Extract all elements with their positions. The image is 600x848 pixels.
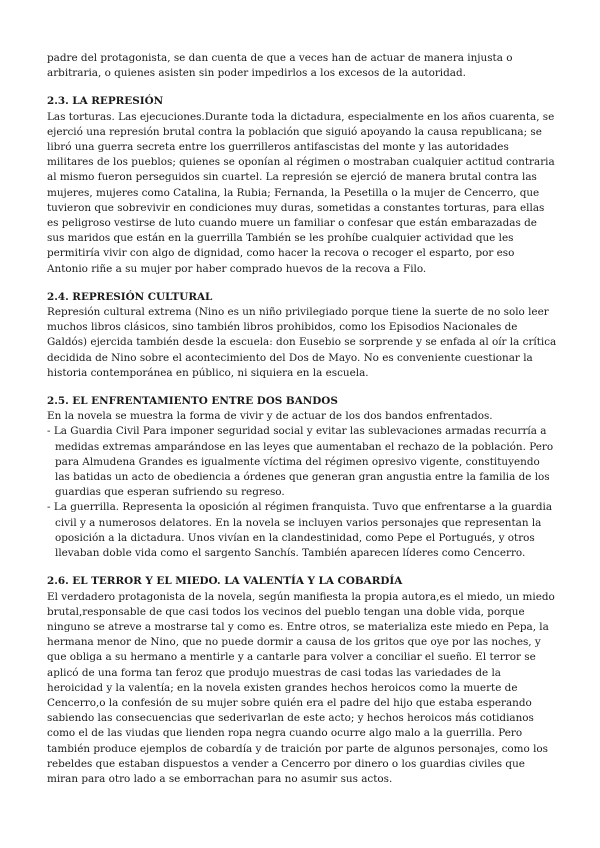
list-item: - La guerrilla. Representa la oposición al régimen franquista. Tuvo que enfrentarse a la guardia civil y a numerosos delatores. En la novela se incluyen varios personajes que representan la oposición a la dictadura. Unos vivían en la clandestinidad, como Pepe el Portugués, y otros llevaban doble vida como el sargento Sanchís. También aparecen líderes como Cencerro. bbox=[47, 501, 553, 560]
bandos-list bbox=[47, 424, 557, 561]
section-body: Las torturas. Las ejecuciones.Durante toda la dictadura, especialmente en los años cuarenta, se ejerció una represión brutal contra la población que siguió apoyando la causa republicana; se libró una guerra secreta entre los guerrilleros antifascistas del monte y las autoridades militares de los pueblos; quienes se oponían al régimen o mostraban cualquier actitud contraria al mismo fueron perseguidos sin cuartel. La represión se ejerció de manera brutal contra las mujeres, mujeres como Catalina, la Rubia; Fernanda, la Pesetilla o la mujer de Cencerro, que tuvieron que sobrevivir en condiciones muy duras, sometidas a constantes torturas, para ellas es peligroso vestirse de luto cuando muere un familiar o confesar que están embarazadas de sus maridos que están en la guerrilla También se les prohíbe cualquier actividad que les permitiría vivir con algo de dignidad, como hacer la recova o recoger el esparto, por eso Antonio riñe a su mujer por haber comprado huevos de la recova a Filo. bbox=[47, 110, 555, 275]
section-represion-cultural bbox=[47, 290, 557, 381]
intro-section bbox=[47, 51, 557, 81]
section-body: Represión cultural extrema (Nino es un niño privilegiado porque tiene la suerte de no solo leer muchos libros clásicos, sino también libros prohibidos, como los Episodios Nacionales de Galdós) ejercida también desde la escuela: don Eusebio se sorprende y se enfada al oír la crítica decidida de Nino sobre el acontecimiento del Dos de Mayo. No es conveniente cuestionar la historia contemporánea en público, ni siquiera en la escuela. bbox=[47, 306, 557, 379]
document-page bbox=[47, 51, 557, 800]
section-represion bbox=[47, 94, 557, 276]
section-terror-miedo bbox=[47, 574, 557, 787]
section-heading: 2.3. LA REPRESIÓN bbox=[47, 95, 164, 108]
section-body: El verdadero protagonista de la novela, según manifiesta la propia autora,es el miedo, un miedo brutal,responsable de que casi todos los vecinos del pueblo tengan una doble vida, porque ninguno se atreve a mostrarse tal y como es. Entre otros, se materializa este miedo en Pepa, la hermana menor de Nino, que no puede dormir a causa de los gritos que oye por las noches, y que obliga a su hermano a mentirle y a cantarle para volver a conciliar el sueño. El terror se aplicó de una forma tan feroz que produjo muestras de casi todas las variedades de la heroicidad y la valentía; en la novela existen grandes hechos heroicos como la muerte de Cencerro,o la confesión de su mujer sobre quién era el padre del hijo que estaba esperando sabiendo las consecuencias que sederivarlan de este acto; y hechos heroicos más cotidianos como el de las viudas que lienden ropa negra cuando ocurre algo malo a la guerrilla. Pero también produce ejemplos de cobardía y de traición por parte de algunos personajes, como los rebeldes que estaban dispuestos a vender a Cencerro por dinero o los guardias civiles que miran para otro lado a se emborrachan para no asumir sus actos. bbox=[47, 590, 555, 785]
section-enfrentamiento bbox=[47, 394, 557, 561]
section-body: En la novela se muestra la forma de vivir y de actuar de los dos bandos enfrentados. bbox=[47, 410, 493, 423]
intro-paragraph: padre del protagonista, se dan cuenta de que a veces han de actuar de manera injusta o arbitraria, o quienes asisten sin poder impedirlos a los excesos de la autoridad. bbox=[47, 52, 513, 80]
section-heading: 2.4. REPRESIÓN CULTURAL bbox=[47, 290, 213, 303]
list-item: - La Guardia Civil Para imponer seguridad social y evitar las sublevaciones armadas recurría a medidas extremas amparándose en las leyes que aumentaban el rechazo de la población. Pero para Almudena Grandes es igualmente víctima del régimen opresivo vigente, constituyendo las batidas un acto de obediencia a órdenes que generan gran angustia entre la familia de los guardias que esperan sufriendo su regreso. bbox=[47, 425, 554, 499]
section-heading: 2.5. EL ENFRENTAMIENTO ENTRE DOS BANDOS bbox=[47, 395, 338, 408]
section-heading: 2.6. EL TERROR Y EL MIEDO. LA VALENTÍA Y LA COBARDÍA bbox=[47, 575, 403, 588]
